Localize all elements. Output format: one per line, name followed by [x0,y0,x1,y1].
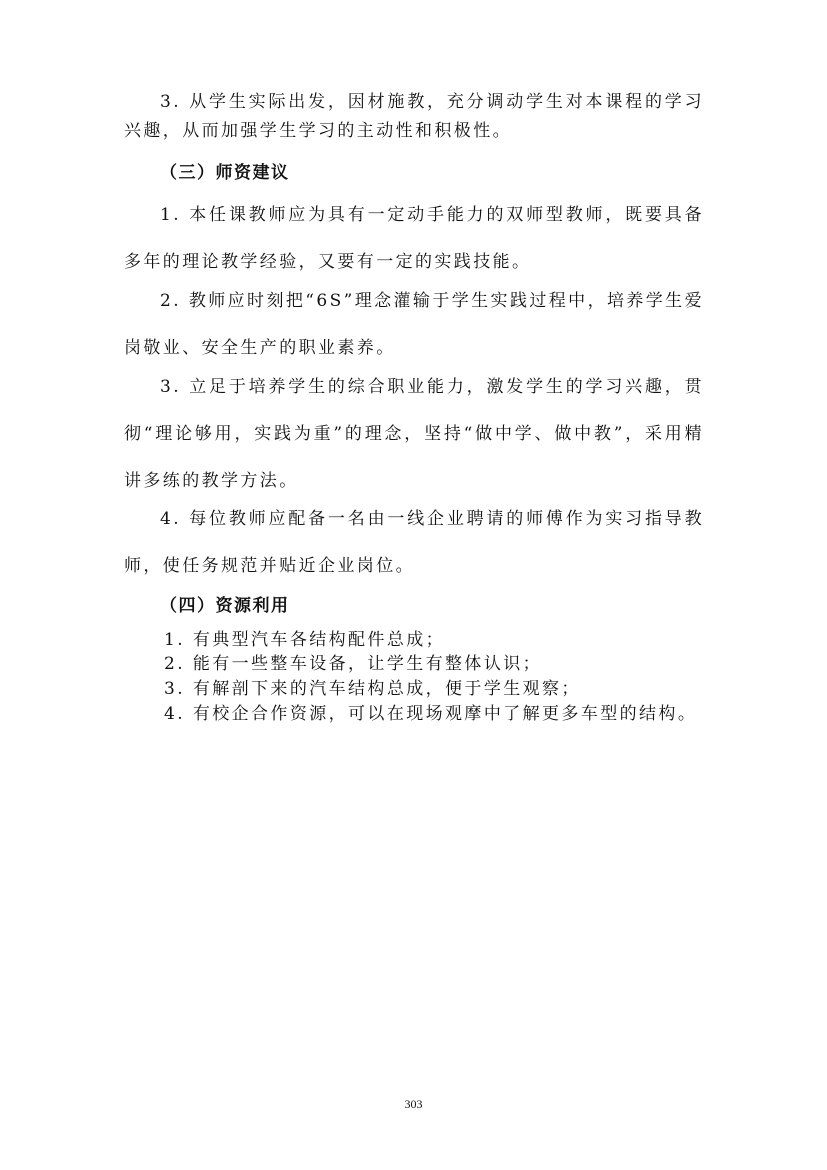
resources-heading: （四）资源利用 [160,596,290,616]
resources-item-3: 3. 有解剖下来的汽车结构总成，便于学生观察； [164,679,581,699]
teachers-item-4: 4. 每位教师应配备一名由一线企业聘请的师傅作为实习指导教师，使任务规范并贴近企业岗位。 [124,509,704,576]
page-number: 303 [404,1097,423,1111]
resources-item-1: 1. 有典型汽车各结构配件总成； [164,630,446,650]
teaching-item-3: 3. 从学生实际出发，因材施教，充分调动学生对本课程的学习兴趣，从而加强学生学习的主动性和积极性。 [124,92,704,141]
teachers-item-1: 1. 本任课教师应为具有一定动手能力的双师型教师，既要具备多年的理论教学经验，又要有一定的实践技能。 [124,205,704,272]
teachers-item-2: 2. 教师应时刻把“6S”理念灌输于学生实践过程中，培养学生爱岗敬业、安全生产的职业素养。 [124,291,704,358]
teachers-item-3: 3. 立足于培养学生的综合职业能力，激发学生的学习兴趣，贯彻“理论够用，实践为重”的理念，坚持“做中学、做中教”，采用精讲多练的教学方法。 [124,377,704,491]
teachers-heading: （三）师资建议 [160,163,290,183]
resources-item-2: 2. 能有一些整车设备，让学生有整体认识； [164,654,543,674]
resources-item-4: 4. 有校企合作资源，可以在现场观摩中了解更多车型的结构。 [164,704,698,724]
